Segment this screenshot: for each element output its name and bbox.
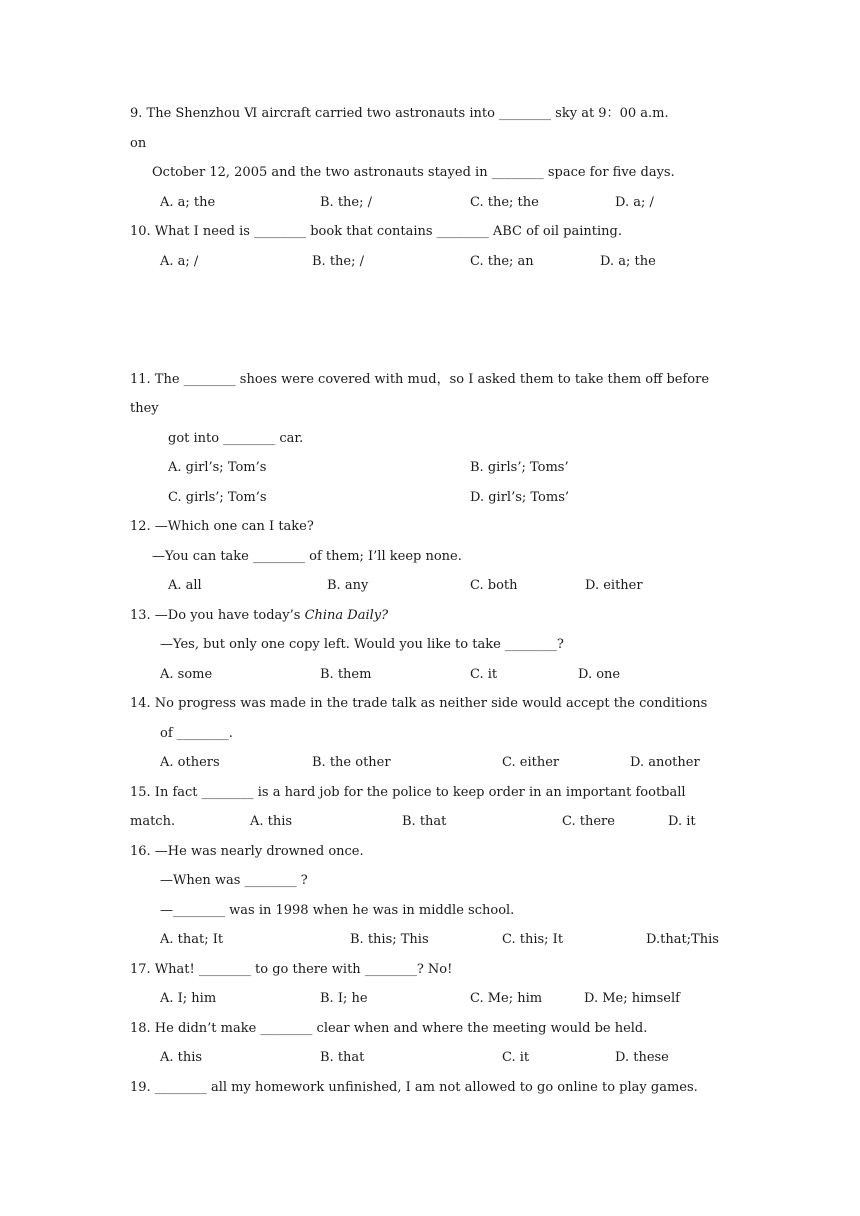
q13-stem-text: 13. —Do you have today’s — [130, 608, 305, 623]
q15-stem-line-1: 15. In fact ________ is a hard job for the police to keep order in an important football — [130, 785, 686, 800]
q19-stem-line-1: 19. ________ all my homework unfinished, I am not allowed to go online to play games. — [130, 1080, 698, 1095]
q9-stem-line-2: on — [130, 136, 147, 151]
q11-option-c: C. girls’; Tom’s — [168, 490, 267, 505]
q10-option-b: B. the; / — [312, 254, 364, 269]
q10-stem-line-1: 10. What I need is ________ book that contains ________ ABC of oil painting. — [130, 224, 622, 239]
q12-option-b: B. any — [327, 578, 369, 593]
q15-option-c: C. there — [562, 814, 615, 829]
q11-stem-line-1: 11. The ________ shoes were covered with mud，so I asked them to take them off before — [130, 372, 710, 387]
q15-stem-line-2: match. — [130, 814, 176, 829]
q11-option-a: A. girl’s; Tom’s — [168, 460, 267, 475]
q14-option-b: B. the other — [312, 755, 391, 770]
q11-stem-line-2: they — [130, 401, 159, 416]
q16-option-d: D.that;This — [646, 932, 719, 947]
q10-option-d: D. a; the — [600, 254, 656, 269]
q12-stem-line-1: 12. —Which one can I take? — [130, 519, 314, 534]
q15-option-a: A. this — [250, 814, 293, 829]
q16-stem-line-2: —When was ________ ? — [160, 873, 308, 888]
q17-option-a: A. I; him — [160, 991, 217, 1006]
q17-option-b: B. I; he — [320, 991, 368, 1006]
q14-option-c: C. either — [502, 755, 560, 770]
q11-stem-line-3: got into ________ car. — [168, 431, 304, 446]
q9-stem-line-3: October 12, 2005 and the two astronauts stayed in ________ space for five days. — [152, 165, 675, 180]
q12-stem-line-2: —You can take ________ of them; I’ll keep none. — [152, 549, 462, 564]
q13-option-c: C. it — [470, 667, 498, 682]
q12-option-c: C. both — [470, 578, 518, 593]
q15-option-d: D. it — [668, 814, 696, 829]
q9-option-d: D. a; / — [615, 195, 654, 210]
q13-option-b: B. them — [320, 667, 372, 682]
q14-option-d: D. another — [630, 755, 700, 770]
q17-option-d: D. Me; himself — [584, 991, 680, 1006]
q12-option-d: D. either — [585, 578, 643, 593]
q13-option-a: A. some — [160, 667, 213, 682]
q10-option-c: C. the; an — [470, 254, 534, 269]
q9-option-c: C. the; the — [470, 195, 539, 210]
q18-stem-line-1: 18. He didn’t make ________ clear when and where the meeting would be held. — [130, 1021, 648, 1036]
q18-option-d: D. these — [615, 1050, 669, 1065]
q13-newspaper-title: China Daily? — [304, 608, 389, 623]
q16-stem-line-3: —________ was in 1998 when he was in middle school. — [160, 903, 515, 918]
q16-option-c: C. this; It — [502, 932, 564, 947]
q18-option-a: A. this — [160, 1050, 203, 1065]
q17-option-c: C. Me; him — [470, 991, 543, 1006]
q11-option-d: D. girl’s; Toms’ — [470, 490, 570, 505]
q14-stem-line-2: of ________. — [160, 726, 233, 741]
q9-stem-line-1: 9. The Shenzhou Ⅵ aircraft carried two astronauts into ________ sky at 9：00 a.m. — [130, 106, 669, 121]
q18-option-b: B. that — [320, 1050, 365, 1065]
q16-option-a: A. that; It — [160, 932, 224, 947]
q17-stem-line-1: 17. What! ________ to go there with ________? No! — [130, 962, 453, 977]
q10-option-a: A. a; / — [160, 254, 199, 269]
q15-option-b: B. that — [402, 814, 447, 829]
q16-option-b: B. this; This — [350, 932, 429, 947]
q14-option-a: A. others — [160, 755, 220, 770]
q9-option-a: A. a; the — [160, 195, 216, 210]
q11-option-b: B. girls’; Toms’ — [470, 460, 569, 475]
q13-stem-line-2: —Yes, but only one copy left. Would you like to take ________? — [160, 637, 564, 652]
q16-stem-line-1: 16. —He was nearly drowned once. — [130, 844, 364, 859]
q12-option-a: A. all — [168, 578, 202, 593]
q14-stem-line-1: 14. No progress was made in the trade talk as neither side would accept the conditions — [130, 696, 708, 711]
q13-option-d: D. one — [578, 667, 621, 682]
q13-stem-line-1 — [130, 608, 388, 624]
q18-option-c: C. it — [502, 1050, 530, 1065]
q9-option-b: B. the; / — [320, 195, 372, 210]
